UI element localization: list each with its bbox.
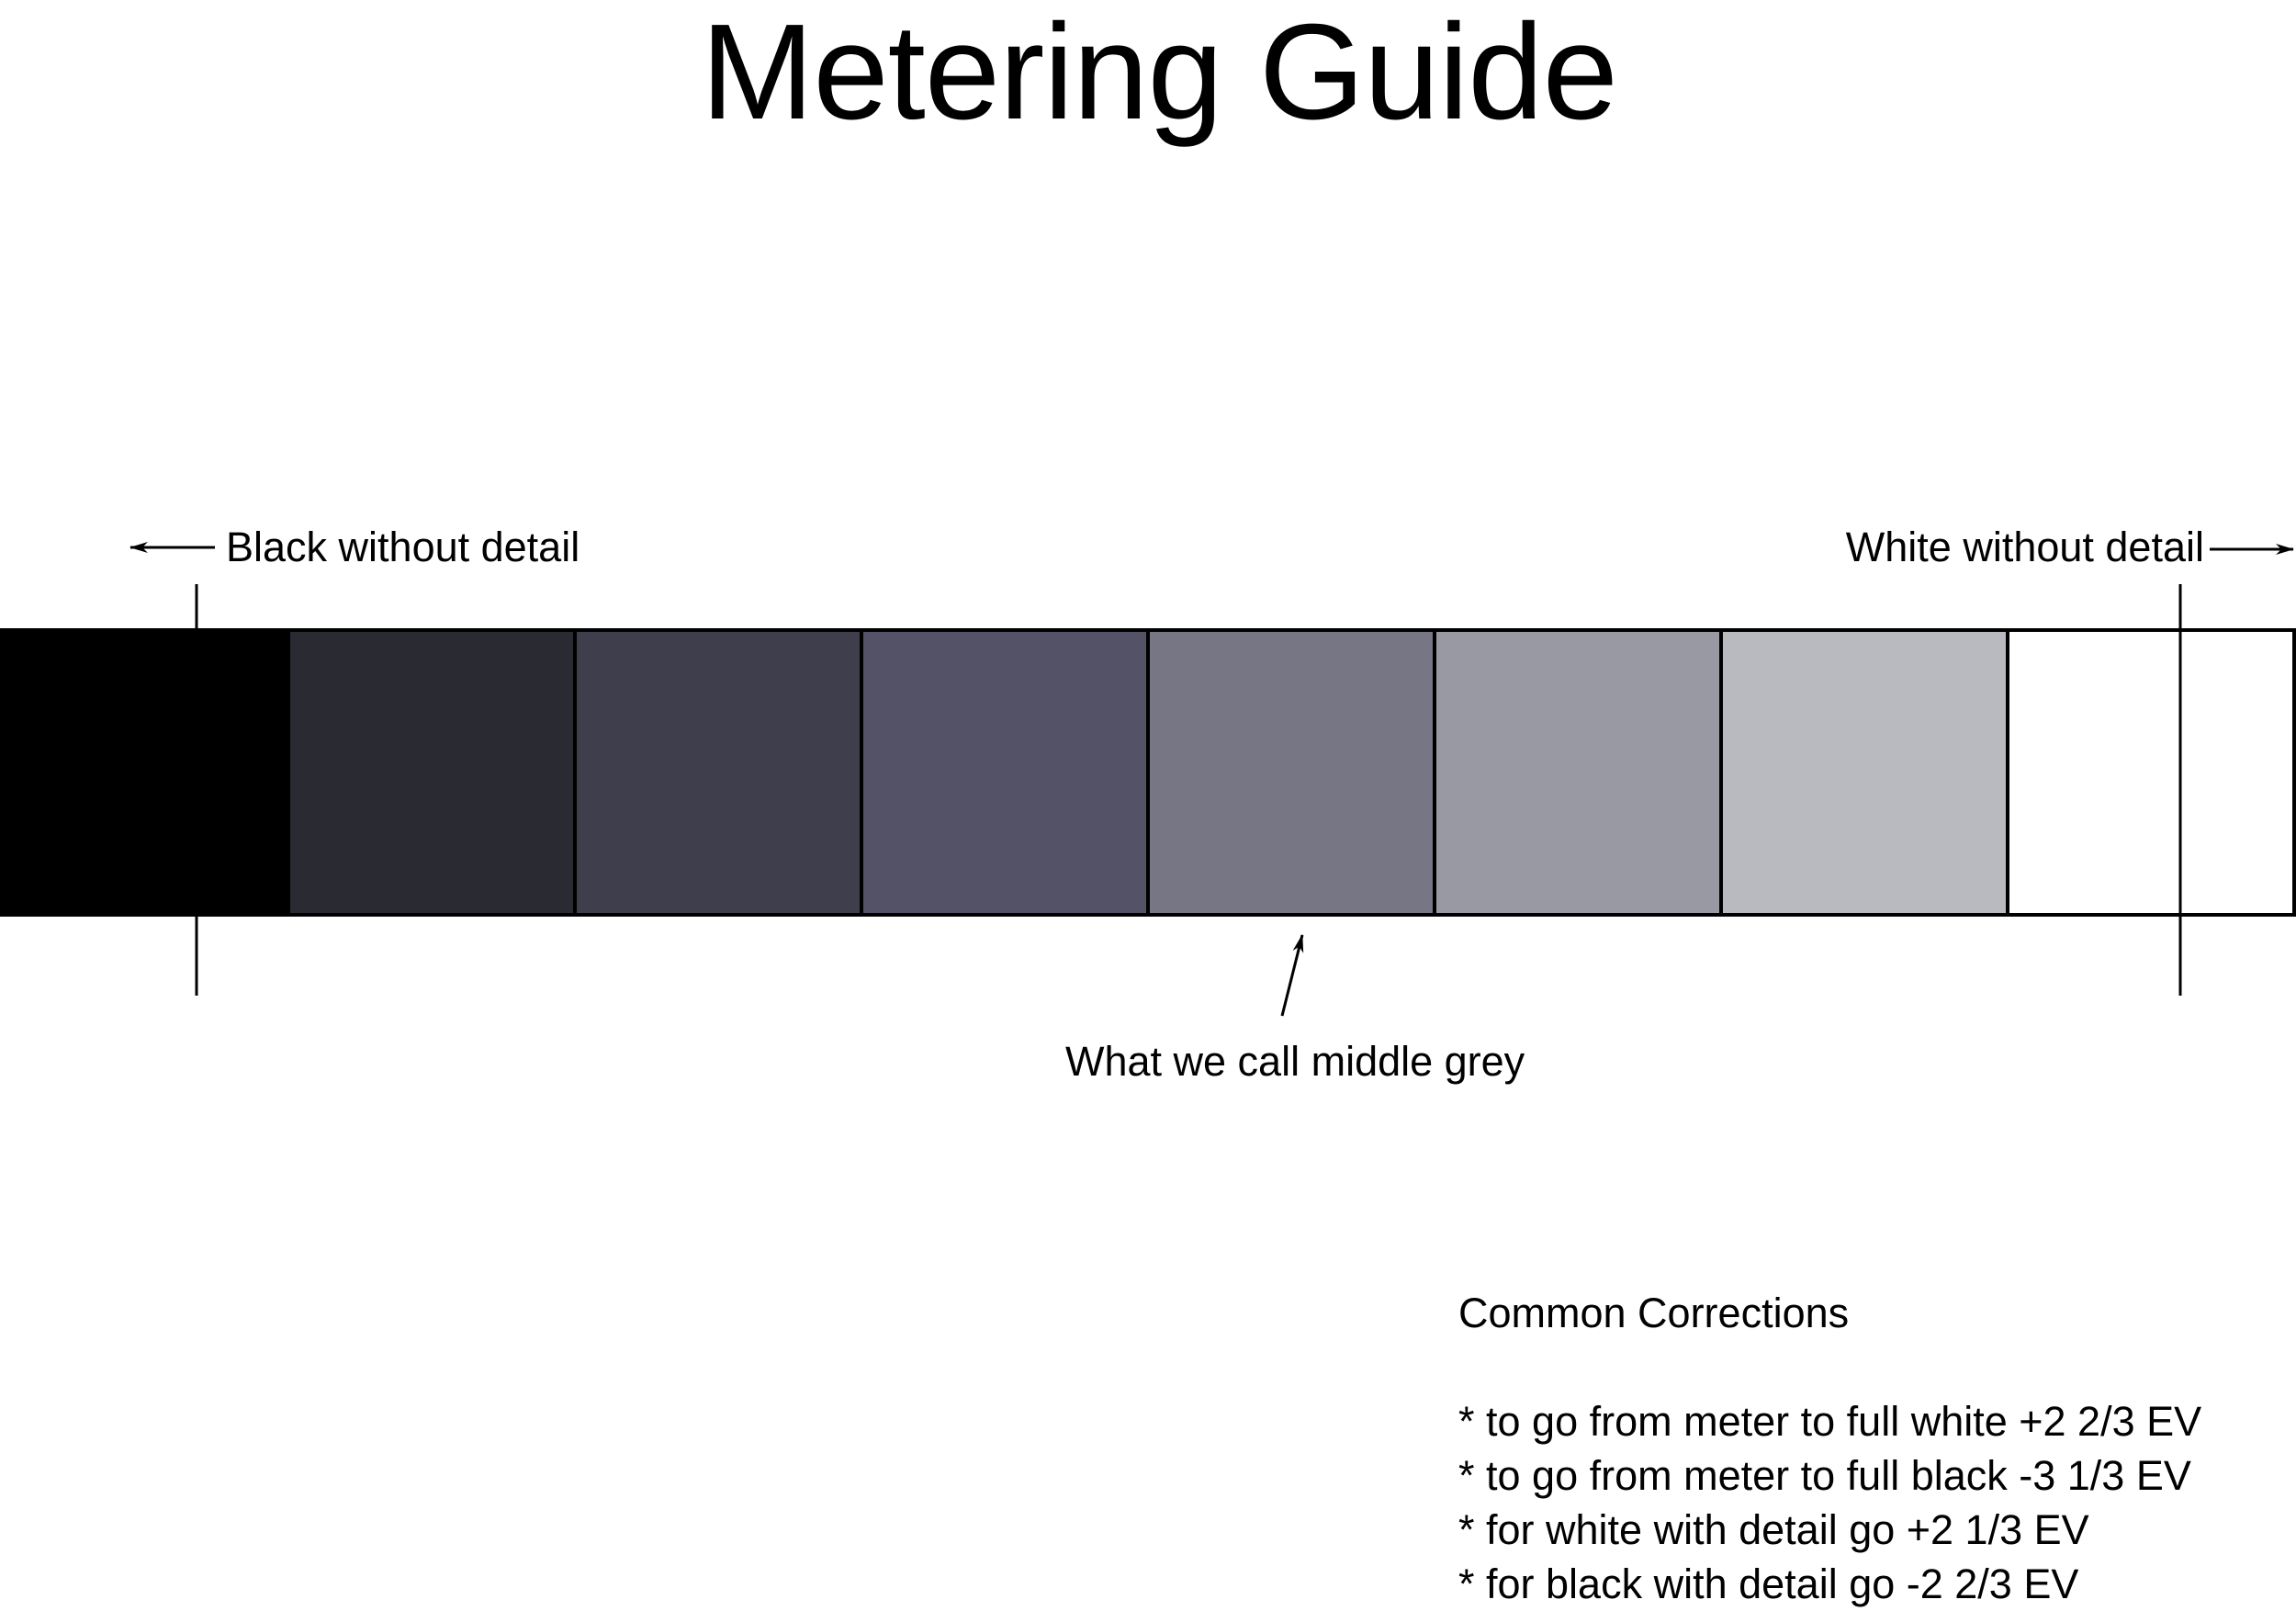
grey-swatch-6 <box>1435 630 1721 915</box>
white-without-detail-label: White without detail <box>1845 524 2204 570</box>
grey-swatch-8 <box>2008 630 2294 915</box>
grey-swatch-2 <box>288 630 575 915</box>
grey-swatch-7 <box>1721 630 2008 915</box>
grey-swatch-1 <box>2 630 288 915</box>
corrections-list <box>1458 1394 2201 1611</box>
correction-item: * to go from meter to full black -3 1/3 EV <box>1458 1452 2191 1499</box>
correction-item: * to go from meter to full white +2 2/3 EV <box>1458 1398 2202 1445</box>
correction-item: * for white with detail go +2 1/3 EV <box>1458 1506 2089 1553</box>
grey-scale-strip <box>2 630 2294 915</box>
black-without-detail-label: Black without detail <box>226 524 580 570</box>
middle-grey-label: What we call middle grey <box>1065 1038 1525 1085</box>
middle-grey-arrow-icon <box>1282 935 1302 1016</box>
common-corrections <box>1458 1286 2201 1611</box>
corrections-heading: Common Corrections <box>1458 1290 1850 1336</box>
grey-swatch-4 <box>861 630 1148 915</box>
grey-swatch-3 <box>575 630 861 915</box>
correction-item: * for black with detail go -2 2/3 EV <box>1458 1560 2079 1607</box>
page-title: Metering Guide <box>701 0 1617 148</box>
grey-swatch-5 <box>1148 630 1435 915</box>
